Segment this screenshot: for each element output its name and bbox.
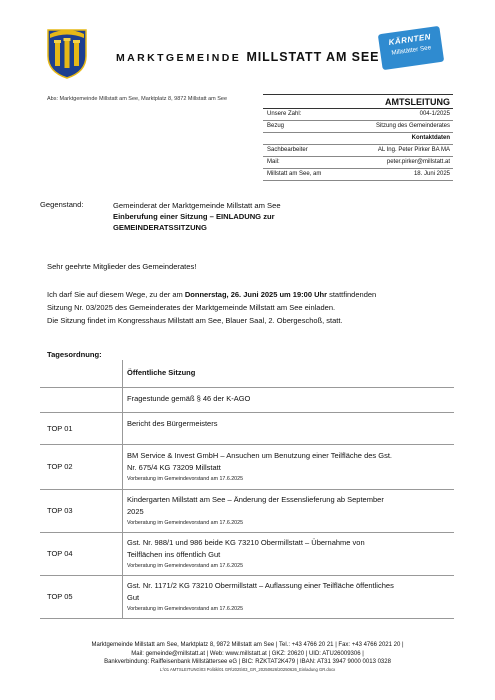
agenda-item-text (123, 532, 455, 575)
sender-address: Abs: Marktgemeinde Millstatt am See, Marktplatz 8, 9872 Millstatt am See (47, 96, 228, 102)
top-number: TOP 05 (40, 575, 123, 618)
organization-name (116, 50, 379, 64)
info-block (263, 94, 453, 181)
top-number: TOP 03 (40, 489, 123, 532)
top-number: TOP 01 (40, 412, 123, 444)
top-cell (40, 387, 123, 412)
table-row (40, 489, 454, 532)
item-line-1: BM Service & Invest GmbH – Ansuchen um Benutzung einer Teilfläche des Gst. (127, 450, 392, 460)
contact-label: Mail: (267, 159, 280, 165)
info-row (263, 121, 453, 133)
letter-body (47, 289, 453, 327)
agenda-item-text: Fragestunde gemäß § 46 der K-AGO (123, 387, 455, 412)
meeting-date: Donnerstag, 26. Juni 2025 um 19:00 Uhr (184, 290, 327, 299)
agenda-item-text (123, 412, 455, 444)
item-line-1: Kindergarten Millstatt am See – Änderung der Essenslieferung ab September (127, 494, 384, 504)
agenda-title: Tagesordnung: (47, 350, 102, 359)
info-value: 004-1/2025 (419, 111, 450, 117)
contact-title: Kontaktdaten (263, 133, 453, 145)
contact-email[interactable]: peter.pirker@millstatt.at (386, 159, 450, 165)
paragraph-1 (47, 289, 453, 302)
top-number: TOP 02 (40, 444, 123, 489)
contact-label: Millstatt am See, am (267, 171, 322, 177)
table-row (40, 444, 454, 489)
table-row (40, 575, 454, 618)
table-row (40, 387, 454, 412)
tourism-badge (378, 26, 444, 70)
agenda-item-text (123, 444, 455, 489)
item-line-2: Nr. 675/4 KG 73209 Millstatt (127, 463, 221, 472)
item-line-1: Bericht des Bürgermeisters (127, 418, 218, 428)
subject-label: Gegenstand: (40, 200, 84, 209)
contact-row (263, 157, 453, 169)
item-line-2: Teilflächen ins öffentlich Gut (127, 550, 221, 559)
footer (40, 641, 455, 673)
department-title: AMTSLEITUNG (385, 97, 450, 107)
footer-address: Marktgemeinde Millstatt am See, Marktplatz 8, 9872 Millstatt am See | Tel.: +43 4766 20 21 | Fax: +43 4766 2021 20 | (91, 642, 404, 648)
table-row (40, 412, 454, 444)
section-header: Öffentliche Sitzung (123, 360, 455, 387)
item-note: Vorberatung im Gemeindevorstand am 17.6.2025 (127, 519, 244, 526)
contact-label: Sachbearbeiter (267, 147, 308, 153)
contact-value: 18. Juni 2025 (413, 171, 450, 177)
footer-contact: Mail: gemeinde@millstatt.at | Web: www.millstatt.at | GKZ: 20620 | UID: ATU26009306 | (131, 650, 364, 657)
item-line-2: Gut (127, 593, 140, 602)
agenda-table (40, 360, 454, 619)
item-line-2: 2025 (127, 507, 144, 516)
org-name: MILLSTATT AM SEE (246, 50, 380, 64)
item-line-1: Gst. Nr. 1171/2 KG 73210 Obermillstatt – Auflassung einer Teilfläche öffentliches (127, 580, 394, 590)
badge-line-1: KÄRNTEN (388, 32, 432, 48)
agenda-item-text (123, 575, 455, 618)
info-label: Bezug (267, 123, 285, 129)
org-prefix: MARKTGEMEINDE (116, 52, 242, 64)
contact-row (263, 169, 453, 181)
item-note: Vorberatung im Gemeindevorstand am 17.6.2025 (127, 562, 244, 569)
body-text: stattfindenden (327, 290, 377, 299)
paragraph-2: Die Sitzung findet im Kongresshaus Millstatt am See, Blauer Saal, 2. Obergeschoß, statt. (47, 315, 343, 325)
table-row (40, 360, 454, 387)
body-text: Ich darf Sie auf diesem Wege, zu der am (47, 290, 185, 299)
item-line-1: Gst. Nr. 988/1 und 986 beide KG 73210 Obermillstatt – Übernahme von (127, 537, 365, 547)
coat-of-arms-icon (46, 28, 88, 80)
top-cell (40, 360, 123, 387)
subject-line-3: GEMEINDERATSSITZUNG (113, 223, 207, 232)
table-row (40, 532, 454, 575)
info-row (263, 109, 453, 121)
subject-line-2: Einberufung einer Sitzung – EINLADUNG zur (113, 212, 275, 221)
item-note: Vorberatung im Gemeindevorstand am 17.6.2025 (127, 475, 244, 482)
badge-line-2: Millstätter See (391, 44, 432, 57)
item-note: Vorberatung im Gemeindevorstand am 17.6.2025 (127, 605, 244, 612)
agenda-item-text (123, 489, 455, 532)
subject-line-1: Gemeinderat der Marktgemeinde Millstatt am See (113, 201, 281, 210)
department-header (263, 94, 453, 109)
footer-bank: Bankverbindung: Raiffeisenbank Millstättersee eG | BIC: RZKTAT2K479 | IBAN: AT31 3947 9000 0013 0328 (104, 659, 391, 665)
subject (113, 200, 281, 233)
file-reference: L:\01 AMTSLEITUNG\03 Politik\01 GR\2025\03_GR_20250626\20250626_Einladung GR.docx (159, 666, 336, 672)
contact-row (263, 145, 453, 157)
salutation: Sehr geehrte Mitglieder des Gemeinderates! (47, 262, 197, 271)
contact-value: AL Ing. Peter Pirker BA MA (377, 147, 450, 153)
info-label: Unsere Zahl: (267, 111, 302, 117)
top-number: TOP 04 (40, 532, 123, 575)
info-value: Sitzung des Gemeinderates (375, 123, 450, 129)
paragraph-1-cont: Sitzung Nr. 03/2025 des Gemeinderates der Marktgemeinde Millstatt am See einladen. (47, 302, 336, 312)
